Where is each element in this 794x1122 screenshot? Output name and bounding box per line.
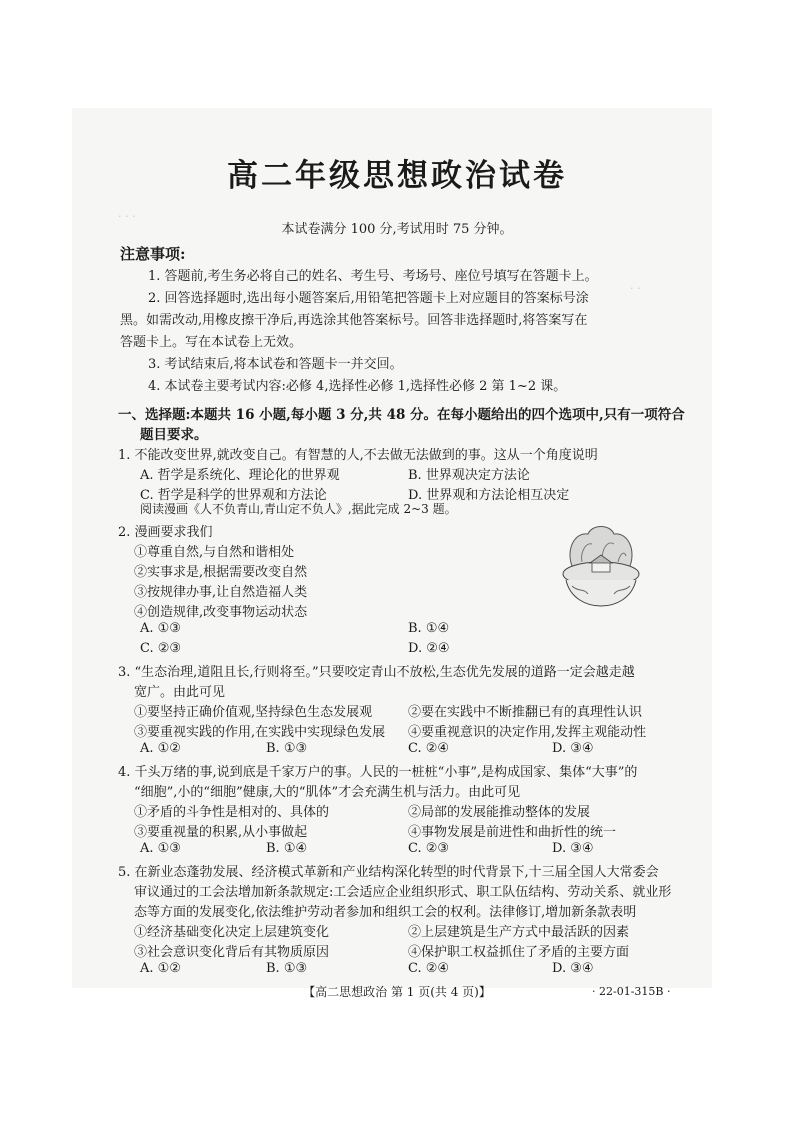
question-3-stem-cont: 宽广。由此可见 (134, 685, 226, 700)
q3-option-a: A. ①② (140, 741, 181, 756)
exam-title: 高二年级思想政治试卷 (227, 158, 567, 194)
question-5-stem: 5. 在新业态蓬勃发展、经济模式革新和产业结构深化转型的时代背景下,十三届全国人大常委会 (118, 865, 659, 880)
q4-statement-4: ④事物发展是前进性和曲折性的统一 (408, 825, 617, 840)
q5-option-d: D. ③④ (552, 961, 594, 976)
section-heading: 一、选择题:本题共 16 小题,每小题 3 分,共 48 分。在每小题给出的四个选项中,只有一项符合 (118, 407, 685, 423)
exam-subtitle: 本试卷满分 100 分,考试用时 75 分钟。 (281, 222, 513, 237)
q5-option-a: A. ①② (140, 961, 181, 976)
q3-option-b: B. ①③ (266, 741, 308, 756)
question-4-stem-cont: “细胞”,小的“细胞”健康,大的“肌体”才会充满生机与活力。由此可见 (134, 785, 521, 800)
q2-statement-1: ①尊重自然,与自然和谐相处 (134, 545, 295, 560)
q4-option-d: D. ③④ (552, 841, 594, 856)
q1-option-b: B. 世界观决定方法论 (408, 468, 530, 483)
notice-line: 黑。如需改动,用橡皮擦干净后,再选涂其他答案标号。回答非选择题时,将答案写在 (120, 313, 588, 328)
question-1-stem: 1. 不能改变世界,就改变自己。有智慧的人,不去做无法做到的事。这从一个角度说明 (118, 448, 598, 463)
q2-option-c: C. ②③ (140, 641, 182, 656)
reading-instruction: 阅读漫画《人不负青山,青山定不负人》,据此完成 2~3 题。 (140, 502, 457, 516)
q4-option-b: B. ①④ (266, 841, 308, 856)
q2-option-b: B. ①④ (408, 621, 450, 636)
notice-line: 4. 本试卷主要考试内容:必修 4,选择性必修 1,选择性必修 2 第 1~2 课。 (148, 379, 567, 394)
q1-option-d: D. 世界观和方法论相互决定 (408, 488, 570, 503)
q5-option-b: B. ①③ (266, 961, 308, 976)
q4-option-c: C. ②③ (408, 841, 450, 856)
q3-statement-1: ①要坚持正确价值观,坚持绿色生态发展观 (134, 705, 373, 720)
q4-option-a: A. ①③ (140, 841, 181, 856)
q3-option-d: D. ③④ (552, 741, 594, 756)
q4-statement-2: ②局部的发展能推动整体的发展 (408, 805, 591, 820)
question-5-stem-cont: 审议通过的工会法增加新条款规定:工会适应企业组织形式、职工队伍结构、劳动关系、就业形 (134, 885, 672, 900)
notice-line: 2. 回答选择题时,选出每小题答案后,用铅笔把答题卡上对应题目的答案标号涂 (148, 291, 589, 306)
section-heading-cont: 题目要求。 (140, 427, 208, 443)
q5-option-c: C. ②④ (408, 961, 450, 976)
q2-statement-4: ④创造规律,改变事物运动状态 (134, 605, 308, 620)
q5-statement-2: ②上层建筑是生产方式中最活跃的因素 (408, 925, 630, 940)
cartoon-illustration (558, 522, 644, 614)
q3-statement-4: ④要重视意识的决定作用,发挥主观能动性 (408, 725, 647, 740)
q2-option-d: D. ②④ (408, 641, 450, 656)
q1-option-c: C. 哲学是科学的世界观和方法论 (140, 488, 327, 503)
q2-statement-3: ③按规律办事,让自然造福人类 (134, 585, 308, 600)
bleed-through-mark: · · (630, 282, 641, 295)
notice-line: 答题卡上。写在本试卷上无效。 (120, 335, 303, 350)
page-footer: 【高二思想政治 第 1 页(共 4 页)】 (303, 985, 491, 999)
q5-statement-3: ③社会意识变化背后有其物质原因 (134, 945, 330, 960)
exam-code: · 22-01-315B · (592, 985, 671, 998)
q5-statement-4: ④保护职工权益抓住了矛盾的主要方面 (408, 945, 630, 960)
q1-option-a: A. 哲学是系统化、理论化的世界观 (140, 468, 340, 483)
q5-statement-1: ①经济基础变化决定上层建筑变化 (134, 925, 330, 940)
q2-statement-2: ②实事求是,根据需要改变自然 (134, 565, 308, 580)
q2-option-a: A. ①③ (140, 621, 181, 636)
q3-statement-3: ③要重视实践的作用,在实践中实现绿色发展 (134, 725, 386, 740)
question-5-stem-cont: 态等方面的发展变化,依法维护劳动者参加和组织工会的权利。法律修订,增加新条款表明 (134, 905, 637, 920)
bleed-through-mark: · · · (118, 210, 136, 223)
q3-statement-2: ②要在实践中不断推翻已有的真理性认识 (408, 705, 643, 720)
q4-statement-3: ③要重视量的积累,从小事做起 (134, 825, 308, 840)
notice-line: 3. 考试结束后,将本试卷和答题卡一并交回。 (148, 357, 403, 372)
question-4-stem: 4. 千头万绪的事,说到底是千家万户的事。人民的一桩桩“小事”,是构成国家、集体“大事”的 (118, 765, 638, 780)
q4-statement-1: ①矛盾的斗争性是相对的、具体的 (134, 805, 330, 820)
notice-line: 1. 答题前,考生务必将自己的姓名、考生号、考场号、座位号填写在答题卡上。 (148, 269, 598, 284)
question-2-stem: 2. 漫画要求我们 (118, 525, 213, 540)
question-3-stem: 3. “生态治理,道阻且长,行则将至。”只要咬定青山不放松,生态优先发展的道路一定会越走越 (118, 665, 635, 680)
notice-heading: 注意事项: (120, 245, 186, 263)
q3-option-c: C. ②④ (408, 741, 450, 756)
